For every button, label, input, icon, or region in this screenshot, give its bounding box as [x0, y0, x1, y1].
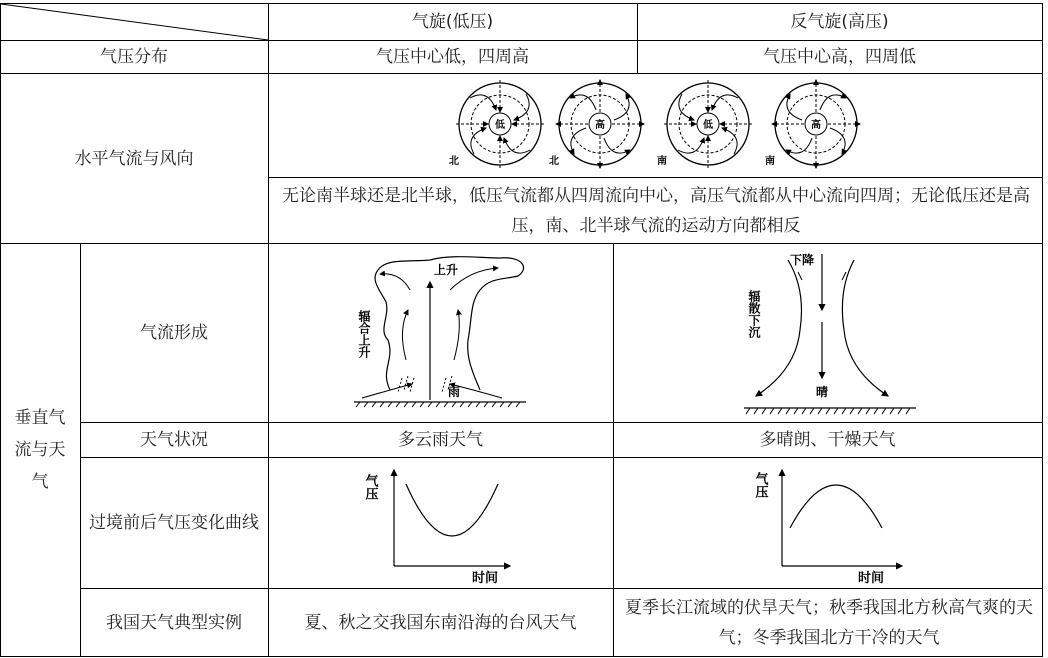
header-cyclone: 气旋(低压)	[411, 12, 494, 32]
north-high-diagram	[549, 80, 644, 168]
svg-text:雨: 雨	[448, 385, 461, 399]
svg-text:时间: 时间	[472, 571, 499, 586]
label-pressure-distribution: 气压分布	[100, 47, 168, 67]
svg-text:高: 高	[595, 120, 605, 131]
weather-cyclone: 多云雨天气	[398, 430, 483, 450]
svg-text:北: 北	[549, 156, 559, 167]
table-border-right	[1042, 3, 1043, 657]
svg-text:低: 低	[703, 120, 713, 131]
svg-text:辐散下沉: 辐散下沉	[747, 290, 761, 338]
svg-text:南: 南	[765, 156, 775, 167]
label-vertical-group: 垂直气流与天气	[14, 408, 66, 492]
table-border-bottom	[0, 656, 1042, 657]
svg-text:下降: 下降	[790, 253, 815, 267]
pressure-curve-line	[406, 484, 498, 536]
horizontal-flow-diagrams	[450, 74, 870, 177]
svg-text:气压: 气压	[362, 474, 378, 500]
svg-text:晴: 晴	[816, 385, 829, 399]
cyclone-airflow-diagram	[350, 250, 530, 415]
weather-anticyclone: 多晴朗、干燥天气	[759, 430, 896, 450]
svg-text:北: 北	[449, 156, 459, 167]
label-examples: 我国天气典型实例	[106, 612, 242, 633]
anticyclone-pressure-curve	[752, 458, 916, 586]
label-weather: 天气状况	[140, 430, 208, 450]
label-airflow-formation: 气流形成	[140, 323, 208, 343]
south-high-diagram	[765, 80, 860, 168]
header-anticyclone: 反气旋(高压)	[790, 12, 889, 32]
header-diagonal-line	[0, 0, 270, 42]
svg-text:辐合上升: 辐合上升	[357, 310, 371, 358]
south-low-diagram	[657, 80, 752, 168]
pressure-curve-line	[790, 485, 882, 528]
label-pressure-curve: 过境前后气压变化曲线	[89, 513, 259, 533]
svg-text:高: 高	[811, 120, 821, 131]
svg-text:低: 低	[495, 120, 505, 131]
svg-text:南: 南	[657, 156, 667, 167]
horizontal-flow-note: 无论南半球还是北半球，低压气流都从四周流向中心，高压气流都从中心流向四周；无论低压还是高压，南、北半球气流的运动方向都相反	[282, 185, 1030, 236]
north-low-diagram	[449, 80, 544, 168]
svg-text:上升: 上升	[434, 263, 459, 277]
svg-text:气压: 气压	[752, 472, 768, 498]
col-divider	[268, 3, 269, 657]
svg-text:时间: 时间	[858, 571, 885, 586]
examples-cyclone: 夏、秋之交我国东南沿海的台风天气	[304, 612, 577, 633]
examples-anticyclone: 夏季长江流域的伏旱天气；秋季我国北方秋高气爽的天气；冬季我国北方干冷的天气	[625, 597, 1033, 648]
label-horizontal-flow: 水平气流与风向	[74, 148, 194, 169]
cyclone-pressure-curve	[360, 460, 520, 586]
pressure-distribution-anticyclone: 气压中心高，四周低	[763, 47, 916, 67]
anticyclone-airflow-diagram	[740, 250, 920, 418]
pressure-distribution-cyclone: 气压中心低，四周高	[376, 47, 529, 67]
